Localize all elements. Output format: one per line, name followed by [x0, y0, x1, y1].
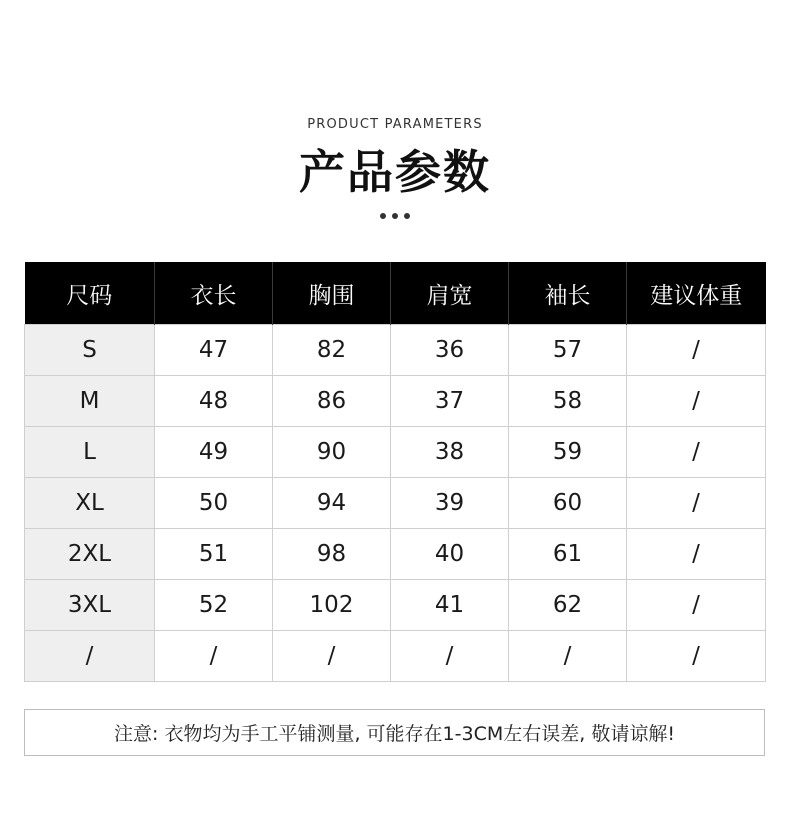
- size-cell: 2XL: [25, 529, 155, 580]
- table-cell: 36: [391, 325, 509, 376]
- table-row: [25, 427, 766, 478]
- table-cell: 58: [509, 376, 627, 427]
- table-cell: /: [627, 478, 766, 529]
- column-header-chest: 胸围: [273, 262, 391, 325]
- table-header-row: [25, 262, 766, 325]
- table-row: [25, 478, 766, 529]
- table-cell: 62: [509, 580, 627, 631]
- table-cell: 48: [155, 376, 273, 427]
- table-cell: 59: [509, 427, 627, 478]
- size-cell: /: [25, 631, 155, 682]
- table-cell: 39: [391, 478, 509, 529]
- dot-icon: [404, 213, 410, 219]
- column-header-sleeve: 袖长: [509, 262, 627, 325]
- table-row: [25, 580, 766, 631]
- dot-icon: [392, 213, 398, 219]
- table-cell: 61: [509, 529, 627, 580]
- size-cell: S: [25, 325, 155, 376]
- size-cell: L: [25, 427, 155, 478]
- table-cell: 41: [391, 580, 509, 631]
- size-cell: M: [25, 376, 155, 427]
- table-cell: 86: [273, 376, 391, 427]
- table-cell: 57: [509, 325, 627, 376]
- size-cell: 3XL: [25, 580, 155, 631]
- table-cell: 60: [509, 478, 627, 529]
- table-row: [25, 631, 766, 682]
- table-cell: 98: [273, 529, 391, 580]
- table-cell: /: [627, 529, 766, 580]
- table-cell: /: [627, 580, 766, 631]
- table-row: [25, 376, 766, 427]
- table-cell: /: [627, 325, 766, 376]
- table-cell: /: [155, 631, 273, 682]
- table-row: [25, 325, 766, 376]
- table-cell: /: [509, 631, 627, 682]
- column-header-weight: 建议体重: [627, 262, 766, 325]
- table-cell: /: [627, 631, 766, 682]
- table-row: [25, 529, 766, 580]
- decorative-dots: [0, 213, 790, 219]
- table-cell: 52: [155, 580, 273, 631]
- column-header-shoulder: 肩宽: [391, 262, 509, 325]
- table-cell: 47: [155, 325, 273, 376]
- table-cell: 37: [391, 376, 509, 427]
- table-cell: 94: [273, 478, 391, 529]
- table-cell: 90: [273, 427, 391, 478]
- table-cell: 50: [155, 478, 273, 529]
- table-cell: 51: [155, 529, 273, 580]
- table-cell: 40: [391, 529, 509, 580]
- measurement-note: [24, 709, 765, 756]
- table-cell: /: [391, 631, 509, 682]
- dot-icon: [380, 213, 386, 219]
- table-cell: /: [627, 427, 766, 478]
- table-cell: 49: [155, 427, 273, 478]
- table-cell: /: [627, 376, 766, 427]
- column-header-size: 尺码: [25, 262, 155, 325]
- page-title: 产品参数: [299, 145, 491, 199]
- column-header-length: 衣长: [155, 262, 273, 325]
- table-cell: 38: [391, 427, 509, 478]
- measurement-note-text: 注意: 衣物均为手工平铺测量, 可能存在1-3CM左右误差, 敬请谅解!: [114, 723, 675, 745]
- table-cell: 102: [273, 580, 391, 631]
- table-cell: 82: [273, 325, 391, 376]
- size-parameters-table: [24, 262, 766, 682]
- size-cell: XL: [25, 478, 155, 529]
- page-subtitle: PRODUCT PARAMETERS: [307, 117, 483, 132]
- table-cell: /: [273, 631, 391, 682]
